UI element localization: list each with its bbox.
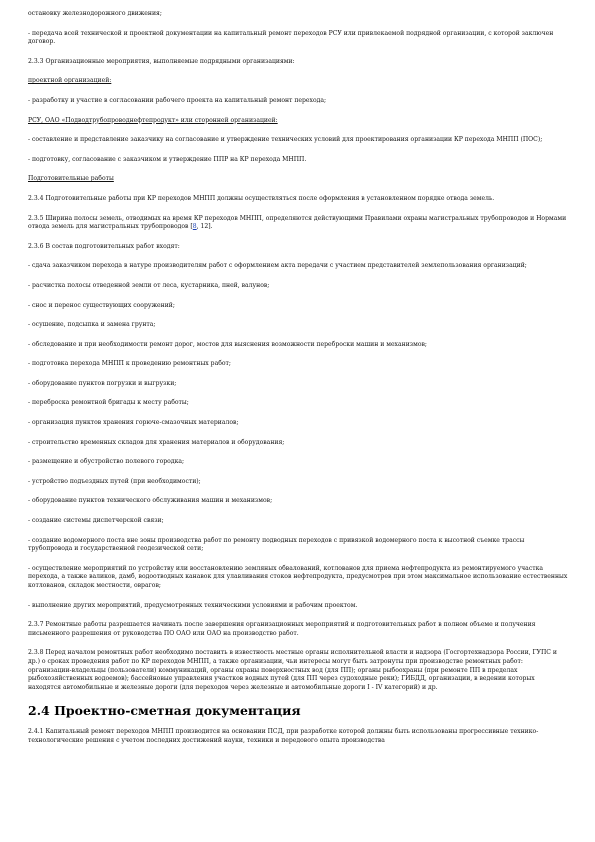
- paragraph-text: 2.3.7 Ремонтные работы разрешается начинать после завершения организационных мероприятий и подготовительных работ в полном объеме и получения письменного разрешения от руководства ПО ОАО или ОАО на производство работ.: [28, 621, 536, 637]
- paragraph-text: - расчистка полосы отведенной земли от леса, кустарника, пней, валунов;: [28, 281, 270, 289]
- paragraph-text: - разработку и участие в согласовании рабочего проекта на капитальный ремонт перехода;: [28, 96, 327, 104]
- paragraph-text: 2.3.6 В состав подготовительных работ входят:: [28, 242, 180, 250]
- paragraph-text: - устройство подъездных путей (при необходимости);: [28, 477, 201, 485]
- paragraph: [28, 497, 568, 506]
- paragraph-text: 2.4.1 Капитальный ремонт переходов МНПП производится на основании ПСД, при разработке которой должны быть использованы прогрессивные технико-технологические решения с учетом последних достижений науки, техники и передового опыта производства: [28, 728, 539, 744]
- paragraph-text: - строительство временных складов для хранения материалов и оборудования;: [28, 438, 285, 446]
- paragraph: [28, 136, 568, 145]
- paragraph: [28, 321, 568, 330]
- paragraph-text: - обследование и при необходимости ремонт дорог, мостов для выяснения возможности переброски машин и механизмов;: [28, 340, 427, 348]
- paragraph: [28, 458, 568, 467]
- paragraph: [28, 602, 568, 611]
- paragraph-text: - составление и представление заказчику на согласование и утверждение технических условий для проектирования организации КР перехода МНПП (ПОС);: [28, 136, 543, 144]
- paragraph-text: - оборудование пунктов технического обслуживания машин и механизмов;: [28, 497, 273, 505]
- paragraph: [28, 282, 568, 291]
- paragraph: [28, 517, 568, 526]
- paragraph-text: - осуществление мероприятий по устройству или восстановлению земляных обвалований, котлованов для приема нефтепродукта из ремонтируемого участка перехода, а также валиков, дамб, водоотводных канавок для улавливания стоков нефтепродукта, предусмотрев при этом максимальное использование естественных котлованов, складок местности, оврагов;: [28, 564, 568, 589]
- paragraph-text: 2.3.4 Подготовительные работы при КР переходов МНПП должны осуществляться после оформления в установленном порядке отвода земель.: [28, 194, 495, 202]
- paragraph: [28, 243, 568, 252]
- paragraph-text: РСУ, ОАО «Подводтрубопроводнефтепродукт» или сторонней организацией:: [28, 116, 278, 124]
- paragraph-text: 2.3.8 Перед началом ремонтных работ необходимо поставить в известность местные органы исполнительной власти и надзора (Госгортехнадзора России, ГУПС и др.) о сроках проведения работ по КР переходов МНПП, а также организации, чьи интересы могут быть затронуты при производстве ремонтных работ: организации-владельцы (пользователи) коммуникаций, органы охраны поверхностных вод (для ПП); органы рыбоохраны (при ремонте ПП в пределах рыбохозяйственных водоемов); бассейновые управления участков водных путей (для ПП через судоходные реки); ГИБДД, организации, в ведении которых находятся автомобильные и железные дороги (для переходов через железные и автомобильные дороги I - IV категорий) и др.: [28, 649, 557, 691]
- paragraph: [28, 478, 568, 487]
- paragraph-text: - подготовку, согласование с заказчиком и утверждение ППР на КР перехода МНПП.: [28, 155, 307, 163]
- paragraph-text: 2.3.5 Ширина полосы земель, отводимых на время КР переходов МНПП, определяются действующими Правилами охраны магистральных трубопроводов и Нормами отвода земель для магистральных трубопроводов [: [28, 214, 567, 231]
- paragraph-text: - размещение и обустройство полевого городка;: [28, 458, 185, 466]
- paragraph: [28, 728, 568, 745]
- paragraph: [28, 439, 568, 448]
- paragraph: [28, 399, 568, 408]
- paragraph: [28, 565, 568, 591]
- reference-link[interactable]: 8: [192, 223, 197, 231]
- paragraph-text: - создание водомерного поста вне зоны производства работ по ремонту подводных переходов с привязкой водомерного поста к высотной съемке трассы трубопровода и государственной геодезической сети;: [28, 536, 525, 553]
- paragraph: [28, 195, 568, 204]
- paragraph: [28, 360, 568, 369]
- paragraph-text: - организация пунктов хранения горюче-смазочных материалов;: [28, 419, 239, 427]
- paragraph-text: остановку железнодорожного движения;: [28, 10, 162, 17]
- paragraph-text-tail: , 12].: [196, 223, 213, 231]
- paragraph: [28, 77, 568, 86]
- paragraph-text: проектной организацией:: [28, 77, 112, 85]
- paragraph-text: - выполнение других мероприятий, предусмотренных техническими условиями и рабочим проектом.: [28, 601, 358, 609]
- paragraph: [28, 97, 568, 106]
- paragraph-text: - создание системы диспетчерской связи;: [28, 517, 164, 525]
- paragraph: [28, 621, 568, 638]
- document-body: [28, 10, 568, 757]
- paragraph: [28, 30, 568, 47]
- paragraph: [28, 537, 568, 554]
- paragraph-text: - оборудование пунктов погрузки и выгрузки;: [28, 379, 177, 387]
- paragraph-text: - сдача заказчиком перехода в натуре производителям работ с оформлением акта передачи с участием представителей землепользования организаций;: [28, 262, 527, 270]
- paragraph-text: 2.3.3 Организационные мероприятия, выполняемые подрядными организациями:: [28, 57, 295, 65]
- paragraph: [28, 156, 568, 165]
- paragraph-text: - снос и перенос существующих сооружений;: [28, 301, 175, 309]
- paragraph: [28, 215, 568, 232]
- paragraph-text: Подготовительные работы: [28, 175, 114, 183]
- paragraph: [28, 175, 568, 184]
- paragraph: [28, 649, 568, 692]
- paragraph: [28, 302, 568, 311]
- paragraph: [28, 58, 568, 67]
- paragraph-text: - осушение, подсыпка и замена грунта;: [28, 321, 156, 329]
- paragraph: [28, 419, 568, 428]
- paragraph: [28, 117, 568, 126]
- paragraph-text: - переброска ремонтной бригады к месту работы;: [28, 399, 189, 407]
- paragraph: [28, 10, 568, 19]
- paragraph-text: 2.4 Проектно-сметная документация: [28, 703, 301, 719]
- paragraph: [28, 380, 568, 389]
- paragraph-text: - подготовка перехода МНПП к проведению ремонтных работ;: [28, 360, 231, 368]
- paragraph: [28, 341, 568, 350]
- paragraph: [28, 262, 568, 271]
- section-heading: [28, 703, 568, 718]
- paragraph-text: - передача всей технической и проектной документации на капитальный ремонт переходов РСУ или привлекаемой подрядной организации, с которой заключен договор.: [28, 29, 554, 46]
